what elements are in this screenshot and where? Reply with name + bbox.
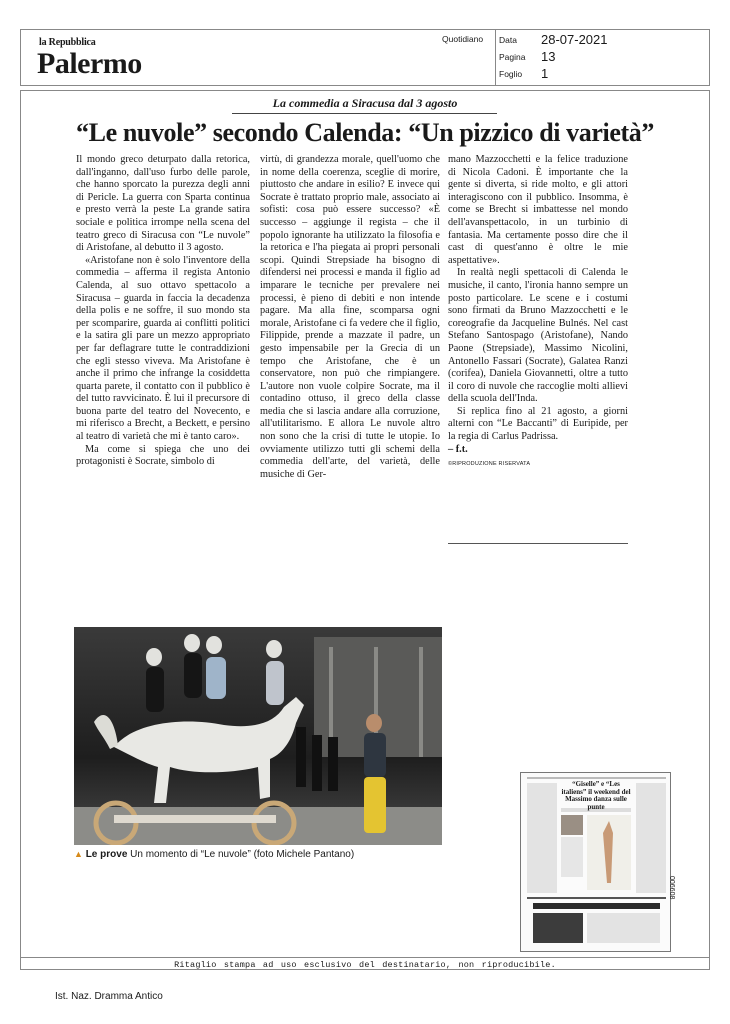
publication-small: la Repubblica — [39, 37, 96, 48]
page-value: 13 — [541, 49, 556, 64]
kicker-rule — [232, 113, 497, 114]
article-column-2 — [260, 154, 440, 546]
page-label: Pagina — [499, 52, 526, 62]
rehearsal-photo — [74, 627, 442, 845]
page-thumbnail — [520, 772, 671, 952]
article-headline: “Le nuvole” secondo Calenda: “Un pizzico di varietà” — [76, 118, 654, 147]
article-kicker: La commedia a Siracusa dal 3 agosto — [272, 96, 458, 110]
clipping-header — [20, 29, 710, 86]
frequency-label: Quotidiano — [442, 34, 484, 44]
paragraph: Si replica fino al 21 agosto, a giorni alterni con “Le Baccanti” di Euripide, per la regia di Carlus Padrissa. — [448, 405, 628, 443]
article-column-1 — [76, 154, 250, 554]
photo-caption — [74, 849, 354, 860]
clipping-source: Ist. Naz. Dramma Antico — [55, 991, 163, 1002]
rights-notice: ©RIPRODUZIONE RISERVATA — [448, 461, 531, 468]
publication-name: Palermo — [37, 47, 142, 80]
paragraph: virtù, di grandezza morale, quell'uomo che in nome della coerenza, sceglie di morire, piuttosto che andare in esilio? E invece qui Socrate è trattato proprio male, associato ai sofisti: cosa può essere successo? «È successo – aggiunge il regista – che il popolo ignorante ha utilizzato la filosofia e la retorica e l'ha piegata ai propri personali scopi. Quindi Strepsiade ha bisogno di difendersi nei processi e manda il figlio ad imparare le tecniche per prevalere nei processi, è pieno di debiti e non intende pagare. Ma alla fine, scomparsa ogni morale, Aristofane ci fa vedere che il figlio, Filippide, prende a mazzate il padre, un gesto impensabile per la Grecia di un tempo che Aristofane, che è un conservatore, non può che rimpiangere. L'autore non vuole colpire Socrate, ma il contadino ottuso, il greco della classe media che si lascia andare alla corruzione, all'utilitarismo. E allora Le nuvole altro non sono che la crisi di tutte le utopie. Io ovviamente utilizzo tutti gli schemi della commedia dell'arte, del varietà, delle musiche di Ger- — [260, 154, 440, 480]
paragraph: Ma come si spiega che uno dei protagonisti è Socrate, simbolo di — [76, 443, 250, 468]
article-end-rule — [448, 543, 628, 544]
footer-disclaimer: Ritaglio stampa ad uso esclusivo del destinatario, non riproducibile. — [174, 960, 556, 970]
caption-lead: Le prove — [85, 849, 128, 860]
sheet-value: 1 — [541, 66, 549, 81]
header-divider — [495, 30, 496, 85]
date-label: Data — [499, 35, 517, 45]
triangle-icon: ▲ — [74, 849, 83, 859]
author-signature: – f.t. — [448, 443, 468, 455]
thumbnail-headline: “Giselle” e “Les italiens” il weekend del Massimo danza sulle punte — [561, 780, 631, 811]
article-column-3 — [448, 154, 628, 526]
clipping-code: 006608 — [668, 876, 675, 900]
paragraph: Il mondo greco deturpato dalla retorica, dall'inganno, dall'uso furbo delle parole, che hanno sporcato la purezza degli anni di Pericle. La guerra con Sparta continua e presto verrà la peste La grande satira sociale e politica irrompe nella scena del teatro greco di Siracusa con “Le nuvole” di Aristofane, al debutto il 3 agosto. — [76, 154, 250, 254]
paragraph: «Aristofane non è solo l'inventore della commedia – afferma il regista Antonio Calenda, al suo ottavo spettacolo a Siracusa – guarda in faccia la decadenza della polis e ne soffre, il suo mondo sta per scomparire, guarda ai conflitti politici e la satira gli pare un mezzo appropriato per far deflagrare tutte le contraddizioni che egli stesso viveva. Ma Aristofane è anche il primo che infrange la cosiddetta quarta parete, il contatto con il pubblico è del tutto ravvicinato. È lui il precursore di buona parte del teatro del Novecento, e mi riferisco a Brecht, a Beckett, e persino al teatro di varietà che mi è tanto caro». — [76, 254, 250, 443]
caption-text: Un momento di “Le nuvole” (foto Michele Pantano) — [127, 849, 355, 860]
paragraph: In realtà negli spettacoli di Calenda le musiche, il canto, l'ironia hanno sempre un posto particolare. Le scene e i costumi sono firmati da Bruno Mazzocchetti e le coreografie da Jacqueline Bulnés. Nel cast Stefano Santospago (Aristofane), Nando Paone (Strepsiade), Massimo Nicolini, Antonello Fassari (Socrate), Galatea Ranzi (corifea), Daniela Giovannetti, oltre a tutto il coro di nuvole che raccoglie molti allievi della scuola dell'Inda. — [448, 267, 628, 405]
rehearsal-photo-illustration — [74, 627, 442, 845]
date-value: 28-07-2021 — [541, 32, 608, 47]
paragraph: mano Mazzocchetti e la felice traduzione di Nicola Cadoni. È importante che la gente si diverta, si ride molto, e gli attori interagiscono con il pubblico. Insomma, è come se Brecht si imbattesse nel mondo dell'avanspettacolo, in un turbinio di fantasia. Ma certamente posso dire che il cast di quest'anno è oltre le mie aspettative». — [448, 154, 628, 266]
sheet-label: Foglio — [499, 69, 523, 79]
